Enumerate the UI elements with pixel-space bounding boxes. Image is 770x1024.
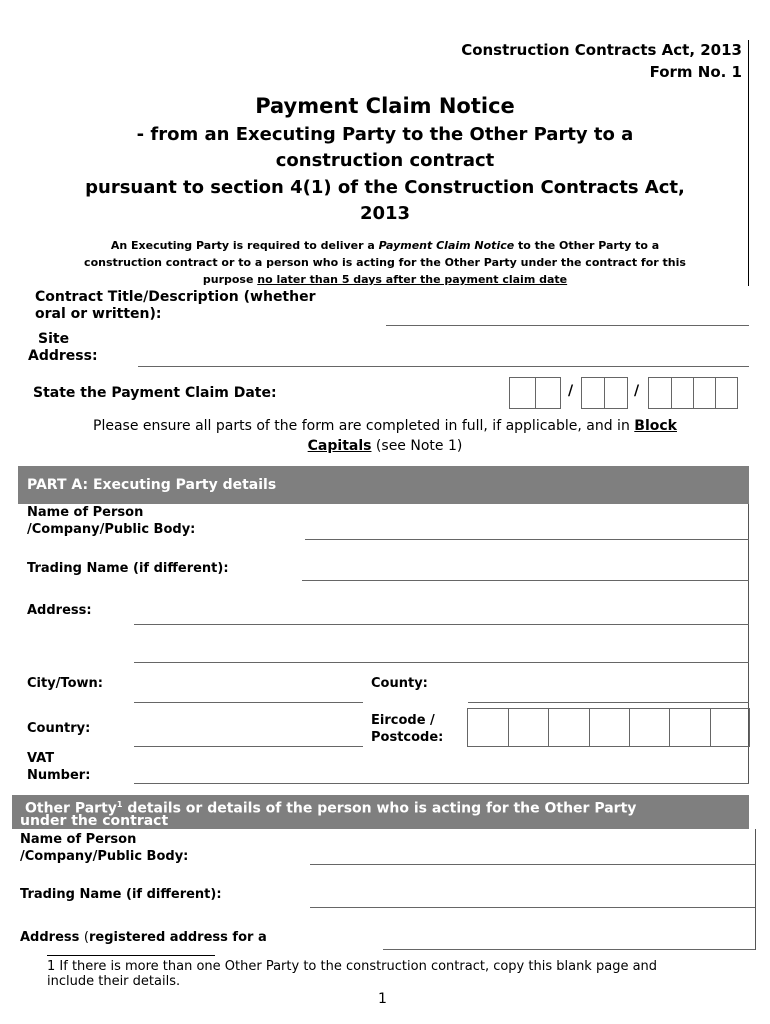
- part-a-name-label: Name of Person /Company/Public Body:: [27, 505, 196, 537]
- block-capitals-note-2: Capitals (see Note 1): [307, 438, 463, 454]
- date-year-field[interactable]: [648, 377, 738, 409]
- page-number: 1: [378, 991, 387, 1007]
- part-a-county-label: County:: [371, 676, 428, 691]
- part-a-eircode-field[interactable]: [467, 708, 750, 747]
- part-a-country-label: Country:: [27, 721, 91, 736]
- other-party-name-label: Name of Person /Company/Public Body:: [20, 832, 189, 864]
- intro-line-3: purpose no later than 5 days after the payment claim date: [202, 273, 568, 286]
- other-party-address-field[interactable]: [383, 949, 755, 950]
- other-party-address-label: Address (registered address for a: [20, 930, 267, 945]
- other-party-right-border: [755, 829, 756, 950]
- part-a-address-label: Address:: [27, 603, 92, 618]
- part-a-trading-field[interactable]: [302, 580, 749, 581]
- part-a-city-label: City/Town:: [27, 676, 103, 691]
- subtitle-line-1: - from an Executing Party to the Other Party to a: [136, 124, 634, 145]
- part-a-city-field[interactable]: [134, 702, 363, 703]
- part-a-eircode-label: Eircode / Postcode:: [371, 713, 444, 745]
- other-party-trading-label: Trading Name (if different):: [20, 887, 222, 902]
- form-title: Payment Claim Notice: [255, 94, 515, 118]
- form-number: Form No. 1: [649, 63, 742, 81]
- block-capitals-note-1: Please ensure all parts of the form are completed in full, if applicable, and in Block: [93, 418, 677, 434]
- part-a-vat-field[interactable]: [134, 783, 749, 784]
- site-address-field[interactable]: [138, 366, 749, 367]
- footnote-rule: [47, 955, 215, 956]
- other-party-name-field[interactable]: [310, 864, 755, 865]
- date-month-field[interactable]: [581, 377, 628, 409]
- subtitle-line-3: pursuant to section 4(1) of the Construction Contracts Act,: [85, 177, 685, 198]
- part-a-name-field[interactable]: [305, 539, 749, 540]
- part-a-address-field-2[interactable]: [134, 662, 749, 663]
- contract-title-label: Contract Title/Description (whether oral or written):: [35, 289, 316, 322]
- date-separator: /: [634, 383, 640, 399]
- other-party-trading-field[interactable]: [310, 907, 755, 908]
- part-a-heading: PART A: Executing Party details: [18, 466, 749, 504]
- payment-claim-date-label: State the Payment Claim Date:: [33, 385, 277, 401]
- part-a-trading-label: Trading Name (if different):: [27, 561, 229, 576]
- part-a-vat-label: VAT Number:: [27, 751, 91, 783]
- site-address-label: Site Address:: [28, 331, 98, 364]
- date-separator: /: [568, 383, 574, 399]
- intro-line-1: An Executing Party is required to deliver a Payment Claim Notice to the Other Party to a: [110, 239, 660, 252]
- part-a-country-field[interactable]: [134, 746, 363, 747]
- date-day-field[interactable]: [509, 377, 561, 409]
- act-title: Construction Contracts Act, 2013: [461, 41, 742, 59]
- other-party-heading: Other Party$^1$ details or details of the person who is acting for the Other Party under the contract: [12, 795, 749, 829]
- intro-line-2: construction contract or to a person who is acting for the Other Party under the contract for this: [84, 256, 686, 269]
- subtitle-line-4: 2013: [359, 203, 411, 224]
- contract-title-field[interactable]: [386, 325, 749, 326]
- footnote: 1 If there is more than one Other Party to the construction contract, copy this blank page and include their details.: [47, 959, 658, 989]
- subtitle-line-2: construction contract: [275, 150, 495, 171]
- part-a-address-field-1[interactable]: [134, 624, 749, 625]
- part-a-county-field[interactable]: [468, 702, 749, 703]
